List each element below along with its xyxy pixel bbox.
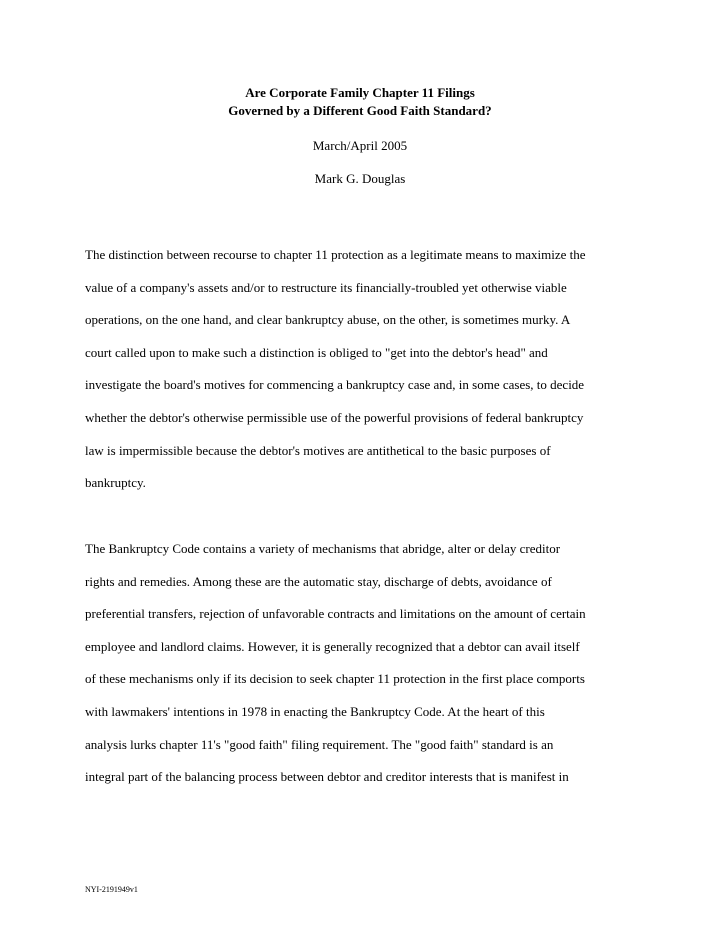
- footer-document-id: NYI-2191949v1: [85, 885, 138, 894]
- paragraph-line: integral part of the balancing process between debtor and creditor interests that is manifest in: [85, 769, 569, 785]
- paragraph-line: law is impermissible because the debtor's motives are antithetical to the basic purposes of: [85, 442, 551, 458]
- paragraph-line: The Bankruptcy Code contains a variety of mechanisms that abridge, alter or delay creditor: [85, 541, 561, 556]
- paragraph-line: bankruptcy.: [85, 475, 146, 491]
- document-title-line-2: Governed by a Different Good Faith Standard?: [228, 103, 492, 118]
- paragraph-line: operations, on the one hand, and clear bankruptcy abuse, on the other, is sometimes murky. A: [85, 312, 571, 328]
- paragraph-line: preferential transfers, rejection of unfavorable contracts and limitations on the amount of certain: [85, 606, 586, 622]
- paragraph-line: value of a company's assets and/or to restructure its financially-troubled yet otherwise viable: [85, 279, 567, 295]
- paragraph-line: employee and landlord claims. However, it is generally recognized that a debtor can avail itself: [85, 638, 580, 654]
- paragraph-line: with lawmakers' intentions in 1978 in enacting the Bankruptcy Code. At the heart of this: [85, 703, 545, 719]
- paragraph-line: of these mechanisms only if its decision to seek chapter 11 protection in the first place comports: [85, 671, 585, 687]
- paragraph-line: court called upon to make such a distinction is obliged to "get into the debtor's head" and: [85, 344, 548, 360]
- document-date: March/April 2005: [312, 138, 408, 153]
- body-paragraph-2: [85, 533, 645, 794]
- document-author: Mark G. Douglas: [314, 171, 406, 186]
- document-header: [0, 84, 720, 188]
- paragraph-line: whether the debtor's otherwise permissible use of the powerful provisions of federal bankruptcy: [85, 409, 584, 425]
- body-paragraph-1: [85, 239, 645, 500]
- paragraph-line: investigate the board's motives for commencing a bankruptcy case and, in some cases, to decide: [85, 377, 585, 393]
- paragraph-line: The distinction between recourse to chapter 11 protection as a legitimate means to maximize the: [85, 247, 586, 262]
- paragraph-line: rights and remedies. Among these are the automatic stay, discharge of debts, avoidance of: [85, 573, 552, 589]
- paragraph-line: analysis lurks chapter 11's "good faith" filing requirement. The "good faith" standard is an: [85, 736, 554, 752]
- document-title-line-1: Are Corporate Family Chapter 11 Filings: [245, 85, 475, 100]
